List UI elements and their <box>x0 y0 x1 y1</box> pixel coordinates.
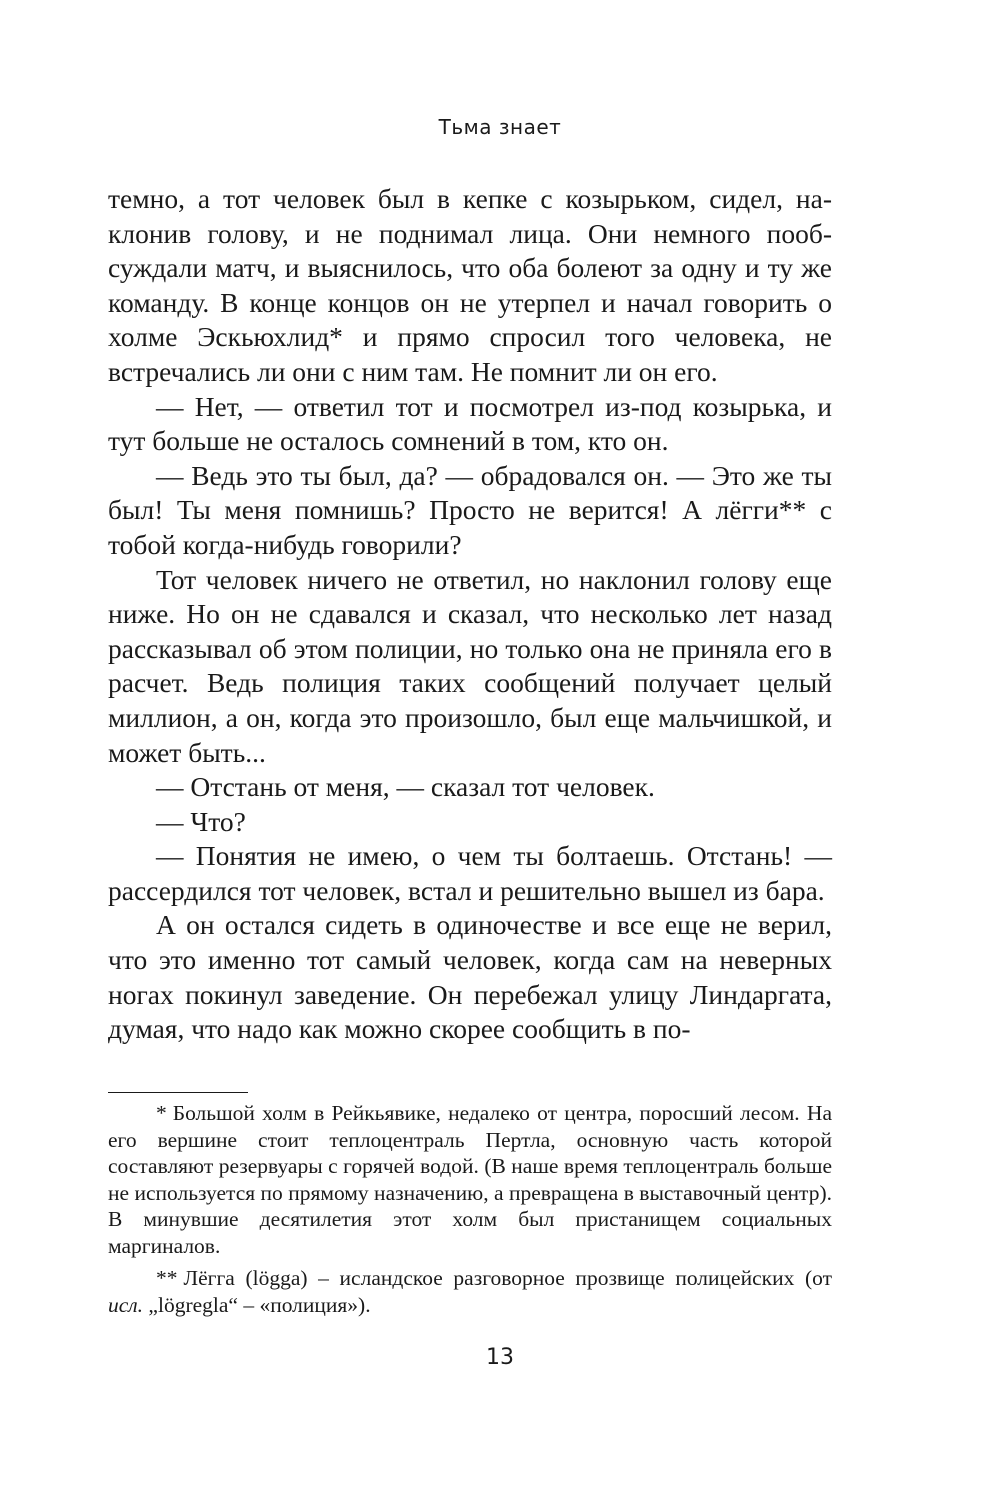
paragraph: темно, а тот человек был в кепке с козырьком, сидел, наклонив голову, и не поднимал лица. Они немного пообсуждали матч, и выяснилось, что оба болеют за одну и ту же команду. В конце концов он не утерпел и начал говорить о холме Эскьюхлид* и прямо спросил того человека, не встречались ли они с ним там. Не помнит ли он его. <box>108 183 832 387</box>
footnote <box>108 1100 832 1259</box>
footnote <box>108 1265 832 1318</box>
page-number: 13 <box>486 1345 514 1370</box>
paragraph: — Понятия не имею, о чем ты болтаешь. Отстань! — рассердился тот человек, встал и решительно вышел из бара. <box>108 840 832 906</box>
paragraph: — Нет, — ответил тот и посмотрел из-под козырька, и тут больше не осталось сомнений в том, кто он. <box>108 390 832 457</box>
paragraph: А он остался сидеть в одиночестве и все еще не верил, что это именно тот самый человек, когда сам на неверных ногах покинул заведение. Он перебежал улицу Линдаргата, думая, что надо как можно скорее сообщить в по- <box>108 909 832 1045</box>
paragraph: Тот человек ничего не ответил, но наклонил голову еще ниже. Но он не сдавался и сказал, что несколько лет назад рассказывал об этом полиции, но только она не приняла его в расчет. Ведь полиция таких сообщений получает целый миллион, а он, когда это произошло, был еще мальчишкой, и может быть... <box>108 563 832 768</box>
footnote-text: „lögregla“ – «полиция»). <box>143 1292 371 1317</box>
footnote-text: Лёгга (lögga) – исландское разговорное прозвище полицейских (от <box>183 1266 832 1290</box>
paragraph: — Ведь это ты был, да? — обрадовался он. — Это же ты был! Ты меня помнишь? Просто не верится! А лёгги** с тобой когда-нибудь говорили? <box>108 459 832 560</box>
paragraph: — Что? <box>156 805 246 837</box>
paragraph: — Отстань от меня, — сказал тот человек. <box>156 771 655 803</box>
footnote-text: Большой холм в Рейкьявике, недалеко от центра, поросший лесом. На его вершине стоит теплоцентраль Пертла, основную часть которой составляют резервуары с горячей водой. (В наше время теплоцентраль больше не используется по прямому назначению, а превращена в выставочный центр). В минувшие десятилетия этот холм был пристанищем социальных маргиналов. <box>108 1101 832 1258</box>
footnote-mark: ** <box>156 1266 178 1290</box>
footnote-separator <box>108 1092 248 1093</box>
footnotes <box>108 1100 832 1324</box>
footnote-mark: * <box>156 1101 167 1125</box>
footnote-abbreviation: исл. <box>108 1292 144 1317</box>
main-text <box>108 182 832 1047</box>
running-head: Тьма знает <box>438 115 562 139</box>
